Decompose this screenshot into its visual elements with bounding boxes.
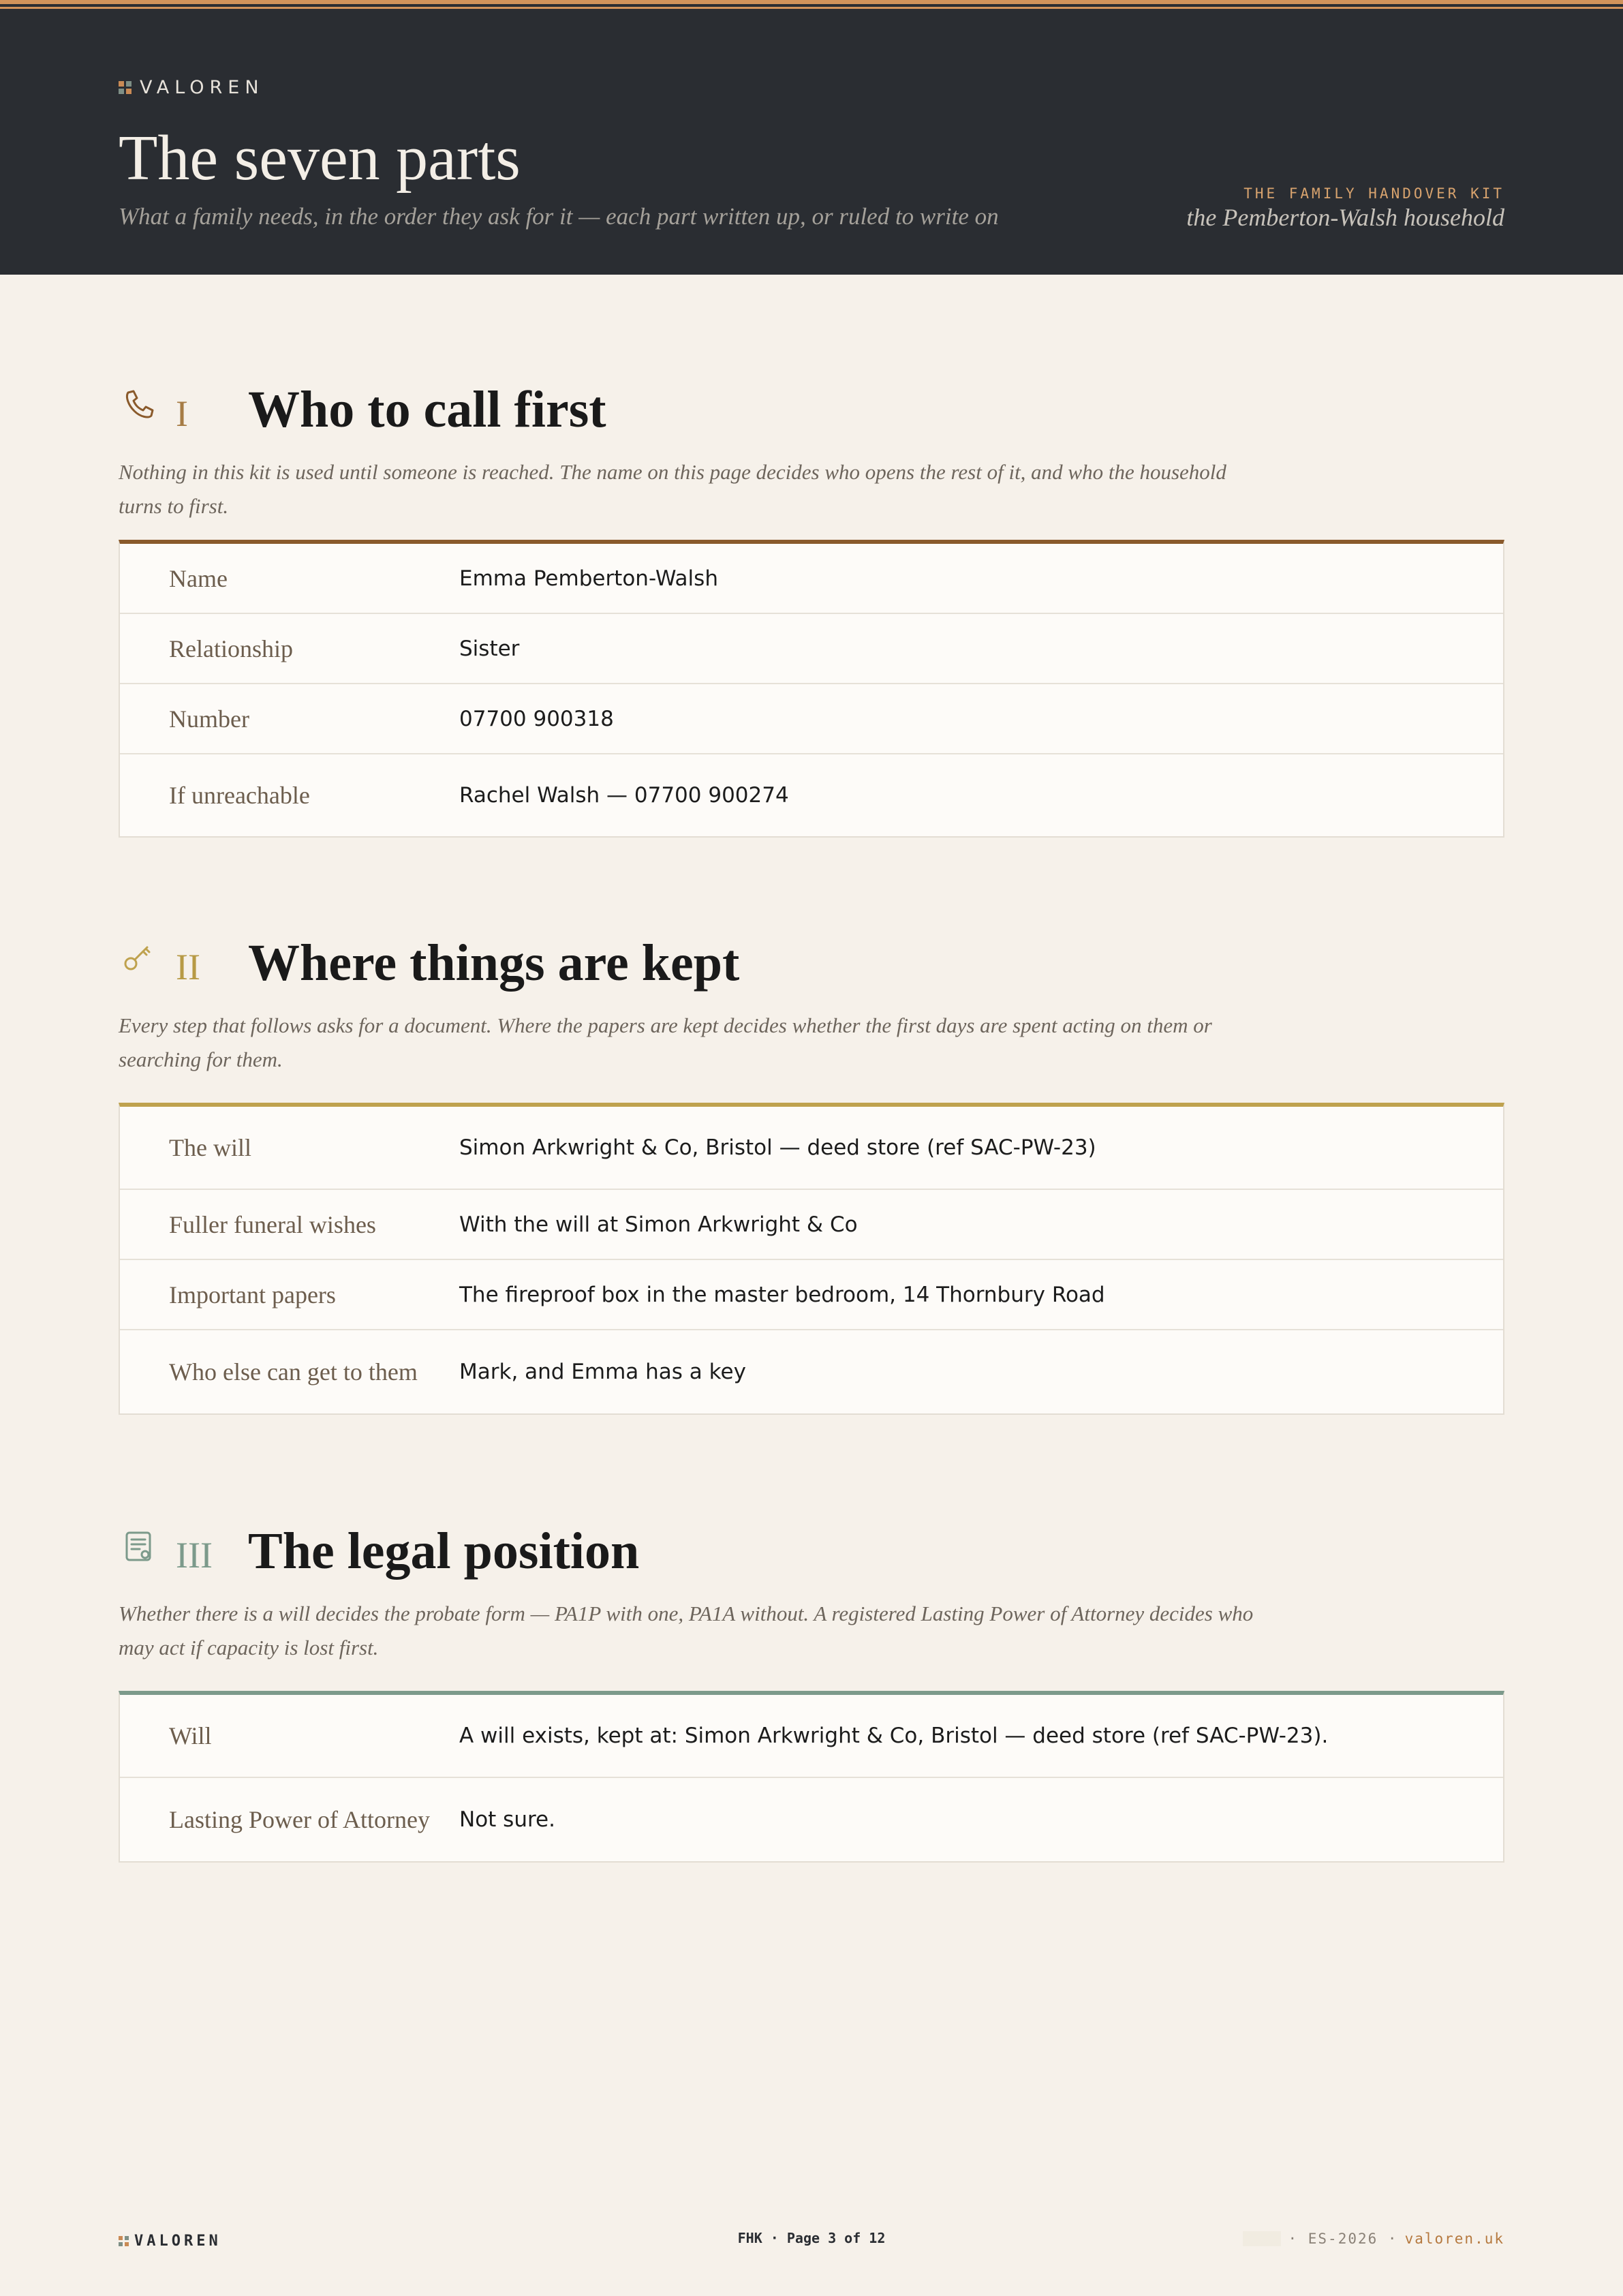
contact-table [119,540,1504,838]
legal-table [119,1691,1504,1863]
row-value: Emma Pemberton-Walsh [459,566,718,591]
section-numeral: I [176,393,188,434]
row-label: Important papers [169,1281,336,1308]
table-row [120,1107,1503,1190]
section-numeral: II [176,947,200,988]
page-number: FHK · Page 3 of 12 [737,2230,886,2246]
footer-swatch [1243,2231,1281,2246]
brand-logo [119,77,264,98]
section-numeral: III [176,1535,213,1576]
table-row [120,1695,1503,1778]
table-row [120,684,1503,754]
row-label: Lasting Power of Attorney [169,1806,430,1833]
row-value: Mark, and Emma has a key [459,1360,746,1384]
table-row [120,614,1503,684]
household-name: the Pemberton-Walsh household [1186,204,1504,231]
row-label: Relationship [169,634,293,662]
logo-mark-icon [119,81,132,94]
section-who-to-call [119,380,1504,838]
page-header [0,0,1623,275]
section-header [119,380,1504,455]
site-link[interactable]: valoren.uk [1404,2231,1504,2247]
brand-name: VALOREN [140,77,264,98]
locations-table [119,1103,1504,1415]
table-row [120,1260,1503,1330]
section-description: Whether there is a will decides the probate form — PA1P with one, PA1A without. A registered Lasting Power of Attorney decides who may act if capacity is lost first. [119,1602,1254,1659]
row-label: Fuller funeral wishes [169,1210,376,1238]
row-label: Number [169,705,249,733]
row-value: With the will at Simon Arkwright & Co [459,1212,858,1237]
section-title: The legal position [248,1522,640,1580]
row-value: A will exists, kept at: Simon Arkwright & Co, Bristol — deed store (ref SAC-PW-23). [459,1724,1329,1748]
table-row [120,754,1503,836]
section-description: Every step that follows asks for a document. Where the papers are kept decides whether the first days are spent acting on them or searching for them. [119,1013,1212,1071]
row-value: 07700 900318 [459,706,614,731]
row-label: The will [169,1134,251,1161]
page-subtitle: What a family needs, in the order they ask for it — each part written up, or ruled to write on [119,203,999,230]
row-value: Sister [459,636,520,661]
header-top-stripe [0,0,1623,4]
key-icon [121,940,157,976]
section-header [119,934,1504,1009]
header-top-stripe-thin [0,7,1623,9]
section-where-kept [119,934,1504,1415]
footer-edition [1243,2231,1504,2247]
row-value: Not sure. [459,1807,555,1832]
row-value: Simon Arkwright & Co, Bristol — deed store (ref SAC-PW-23) [459,1135,1096,1160]
row-label: Who else can get to them [169,1358,418,1386]
row-label: Name [169,564,228,592]
phone-icon [121,387,157,423]
section-header [119,1522,1504,1597]
row-label: If unreachable [169,782,310,809]
table-row [120,1190,1503,1260]
table-row [120,544,1503,614]
section-description: Nothing in this kit is used until someone is reached. The name on this page decides who opens the rest of it, and who the household turns to first. [119,460,1226,518]
footer-brand-name: VALOREN [134,2233,221,2250]
row-label: Will [169,1722,212,1749]
kit-label: THE FAMILY HANDOVER KIT [1243,185,1504,202]
table-row [120,1330,1503,1413]
section-legal-position [119,1522,1504,1863]
row-value: The fireproof box in the master bedroom, 14 Thornbury Road [459,1282,1105,1307]
row-value: Rachel Walsh — 07700 900274 [459,783,789,808]
document-icon [121,1529,157,1564]
page-title: The seven parts [119,123,521,194]
section-title: Where things are kept [248,934,740,992]
section-title: Who to call first [248,381,606,438]
table-row [120,1778,1503,1861]
edition-code: · ES-2026 · [1288,2231,1398,2247]
